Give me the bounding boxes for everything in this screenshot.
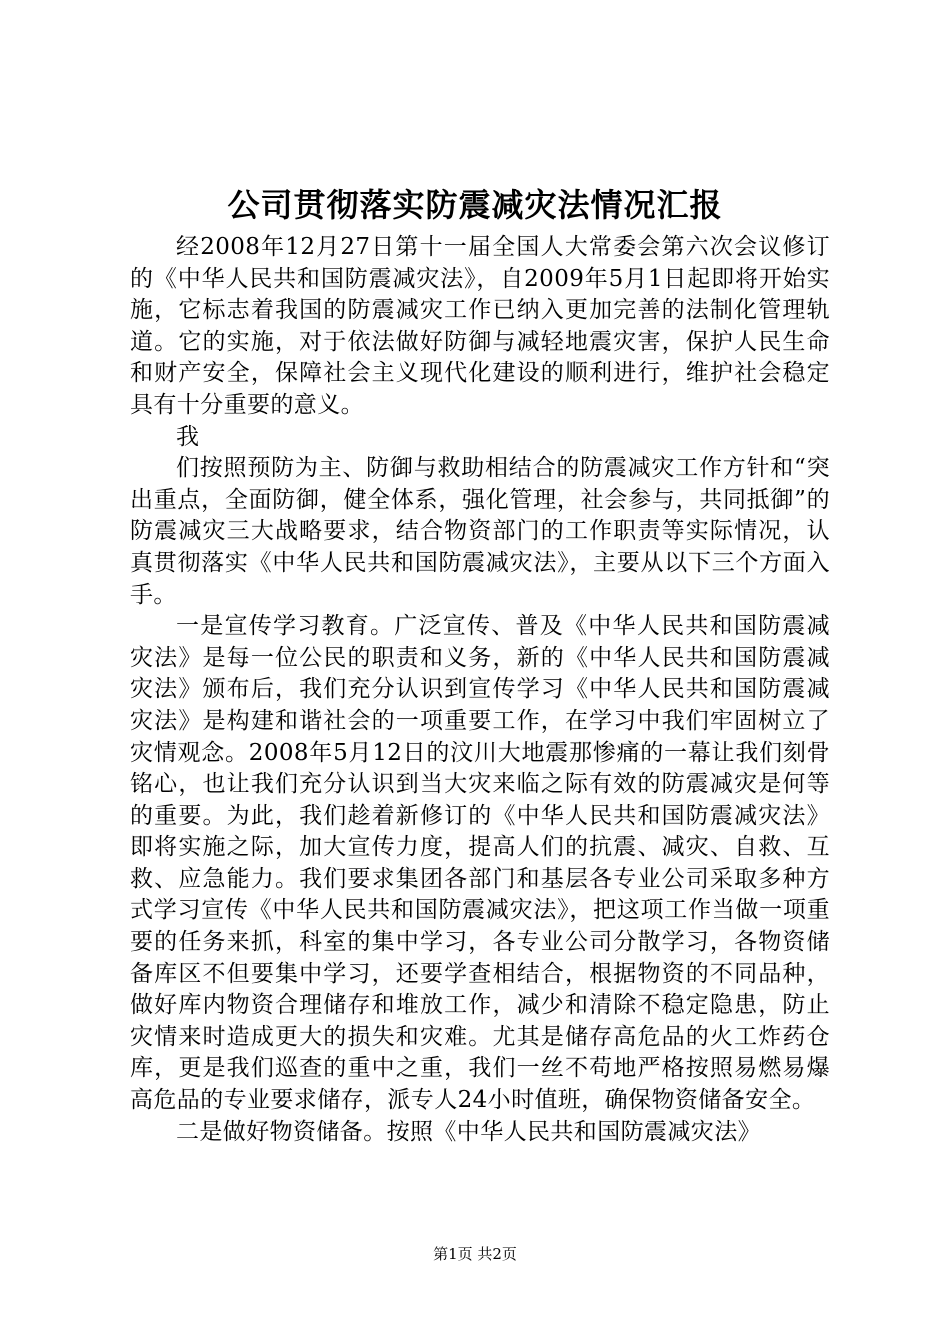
page-total: 共2页 bbox=[477, 1245, 517, 1263]
paragraph-intro: 经2008年12月27日第十一届全国人大常委会第六次会议修订的《中华人民共和国防震减灾法》，自2009年5月1日起即将开始实施，它标志着我国的防震减灾工作已纳入更加完善的法制化管理轨道。它的实施，对于依法做好防御与减轻地震灾害，保护人民生命和财产安全，保障社会主义现代化建设的顺利进行，维护社会稳定具有十分重要的意义。 bbox=[130, 234, 830, 418]
page-footer bbox=[0, 1243, 950, 1265]
page-number: 第1页 bbox=[433, 1245, 473, 1263]
paragraph-reserves: 二是做好物资储备。按照《中华人民共和国防震减灾法》 bbox=[176, 1118, 761, 1145]
document-body bbox=[130, 232, 830, 1148]
document-title: 公司贯彻落实防震减灾法情况汇报 bbox=[227, 186, 723, 224]
paragraph-education: 一是宣传学习教育。广泛宣传、普及《中华人民共和国防震减灾法》是每一位公民的职责和义务，新的《中华人民共和国防震减灾法》颁布后，我们充分认识到宣传学习《中华人民共和国防震减灾法》是构建和谐社会的一项重要工作，在学习中我们牢固树立了灾情观念。2008年5月12日的汶川大地震那惨痛的一幕让我们刻骨铭心，也让我们充分认识到当大灾来临之际有效的防震减灾是何等的重要。为此，我们趁着新修订的《中华人民共和国防震减灾法》即将实施之际，加大宣传力度，提高人们的抗震、减灾、自救、互救、应急能力。我们要求集团各部门和基层各专业公司采取多种方式学习宣传《中华人民共和国防震减灾法》，把这项工作当做一项重要的任务来抓，科室的集中学习，各专业公司分散学习，各物资储备库区不但要集中学习，还要学查相结合，根据物资的不同品种，做好库内物资合理储存和堆放工作，减少和清除不稳定隐患，防止灾情来时造成更大的损失和灾难。尤其是储存高危品的火工炸药仓库，更是我们巡查的重中之重，我们一丝不苟地严格按照易燃易爆高危品的专业要求储存，派专人24小时值班，确保物资储备安全。 bbox=[130, 613, 830, 1114]
paragraph-fragment: 我 bbox=[176, 423, 200, 450]
paragraph-approach: 们按照预防为主、防御与救助相结合的防震减灾工作方针和“突出重点，全面防御，健全体系，强化管理，社会参与，共同抵御”的防震减灾三大战略要求，结合物资部门的工作职责等实际情况，认真贯彻落实《中华人民共和国防震减灾法》，主要从以下三个方面入手。 bbox=[130, 455, 830, 608]
